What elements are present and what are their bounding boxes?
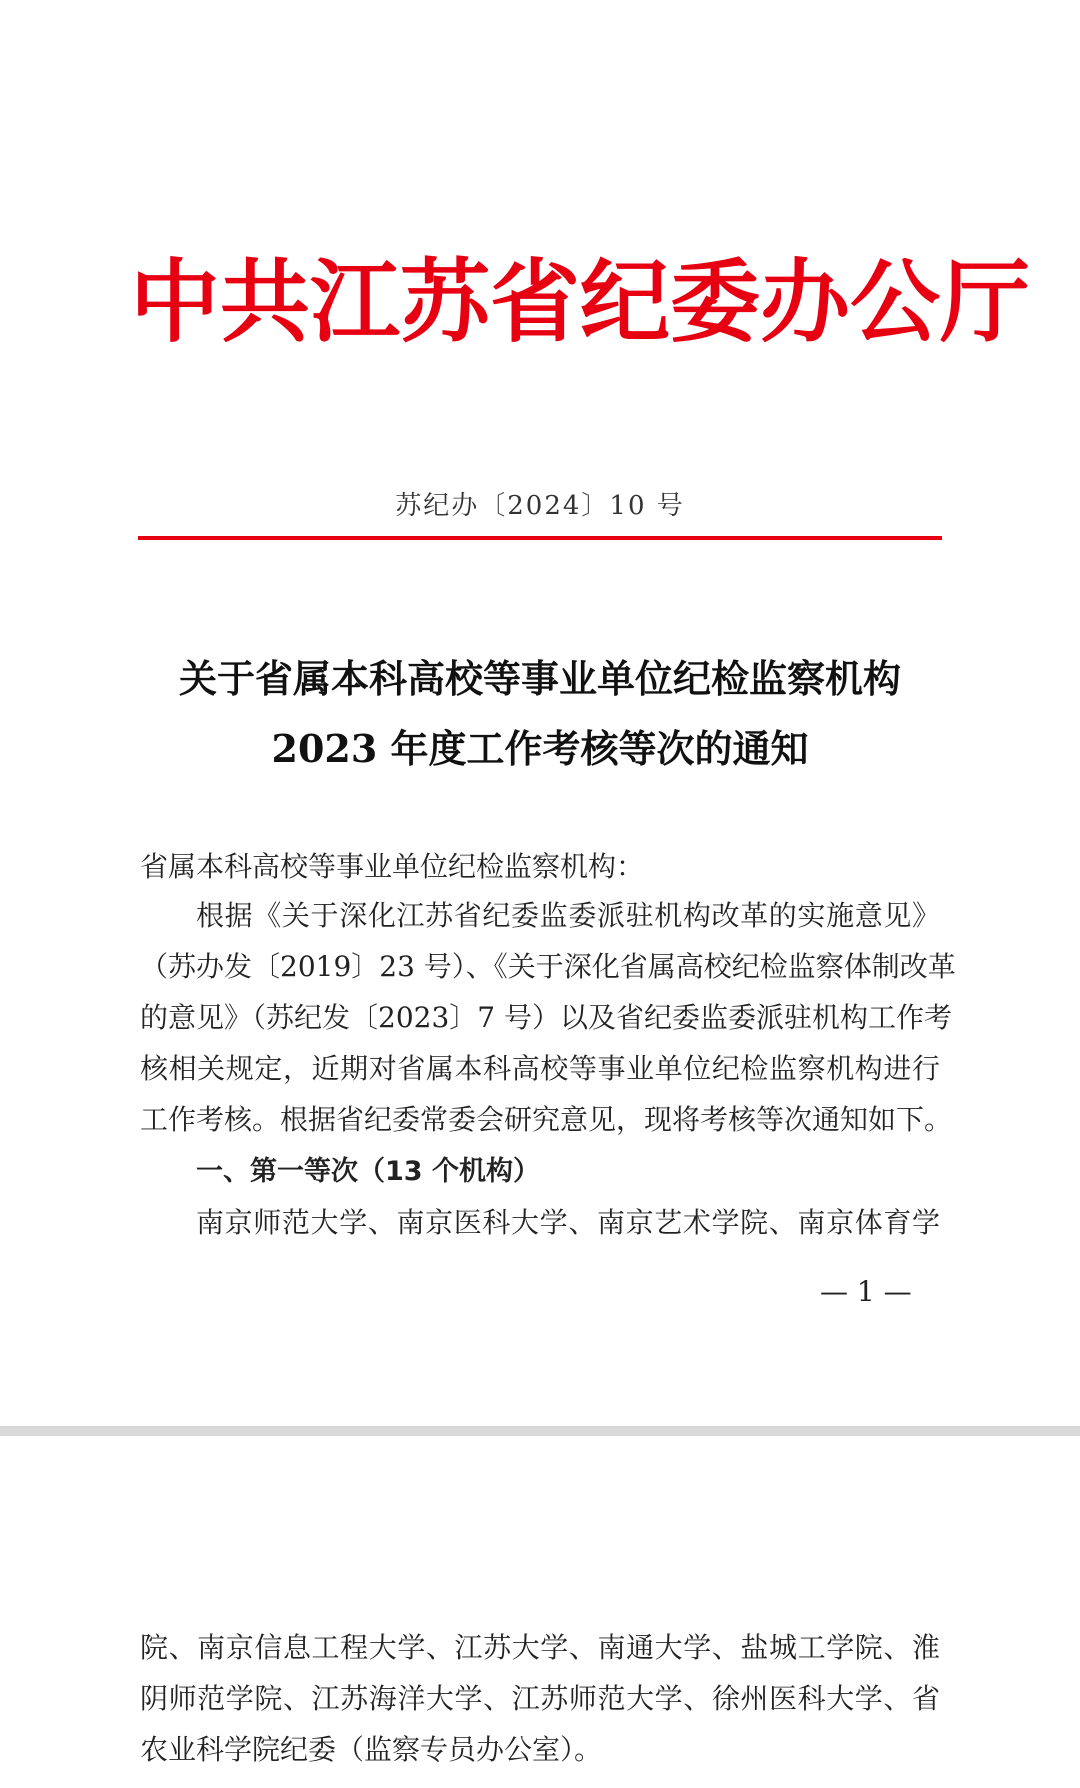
paragraph-1: [140, 890, 956, 1145]
document-title-line-2: 2023 年度工作考核等次的通知: [271, 726, 809, 771]
document-title-line-1: 关于省属本科高校等事业单位纪检监察机构: [178, 656, 901, 701]
salutation: [140, 841, 940, 892]
salutation-text: 省属本科高校等事业单位纪检监察机构：: [140, 850, 645, 883]
paragraph-1-line: 工作考核。根据省纪委常委会研究意见，现将考核等次通知如下。: [140, 1103, 953, 1136]
paragraph-1-line: 的意见》（苏纪发〔2023〕7 号）以及省纪委监委派驻机构工作考: [140, 1001, 952, 1034]
section-1-heading-block: [140, 1146, 940, 1197]
issuer-header: 中共江苏省纪委办公厅: [130, 250, 1030, 355]
paragraph-1-line: 根据《关于深化江苏省纪委监委派驻机构改革的实施意见》: [196, 899, 940, 932]
section-1-text-page-2: [140, 1622, 940, 1775]
section-1-text-page-1: [140, 1197, 940, 1248]
section-1-line: 农业科学院纪委（监察专员办公室）。: [140, 1733, 603, 1766]
section-1-line: 阴师范学院、江苏海洋大学、江苏师范大学、徐州医科大学、省: [140, 1682, 940, 1715]
red-separator-line: [138, 536, 942, 540]
section-1-line: 南京师范大学、南京医科大学、南京艺术学院、南京体育学: [196, 1206, 940, 1239]
section-1-heading: 一、第一等次（13 个机构）: [196, 1156, 540, 1187]
page-divider: [0, 1426, 1080, 1436]
paragraph-1-line: （苏办发〔2019〕23 号）、《关于深化省属高校纪检监察体制改革: [140, 950, 956, 983]
document-number: 苏纪办〔2024〕10 号: [395, 491, 685, 521]
paragraph-1-line: 核相关规定，近期对省属本科高校等事业单位纪检监察机构进行: [140, 1052, 940, 1085]
section-1-line: 院、南京信息工程大学、江苏大学、南通大学、盐城工学院、淮: [140, 1631, 940, 1664]
page-number: — 1 —: [820, 1275, 912, 1308]
